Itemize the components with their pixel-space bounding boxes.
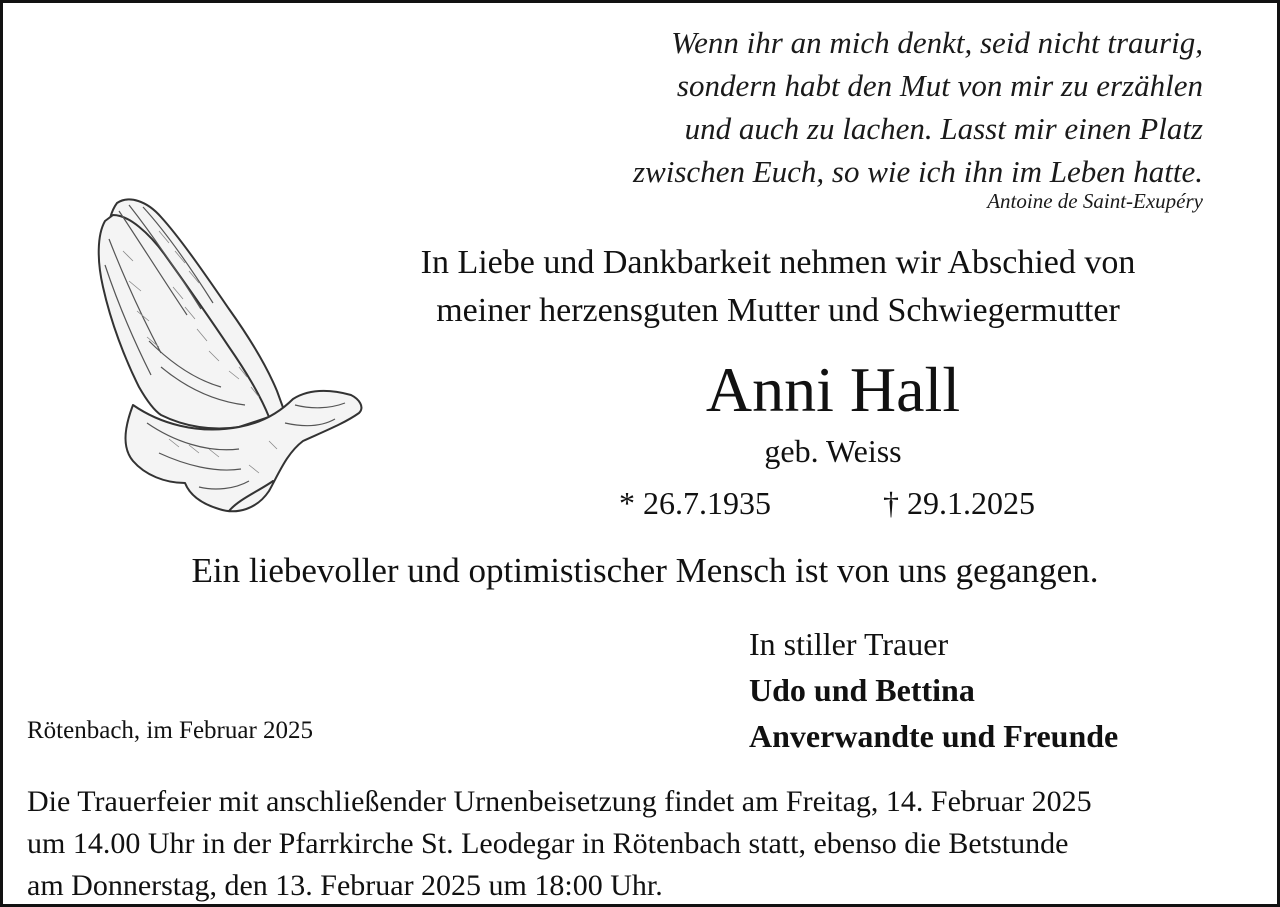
poem-author: Antoine de Saint-Exupéry: [987, 189, 1203, 213]
poem-line: und auch zu lachen. Lasst mir einen Platz: [684, 111, 1203, 146]
birth-date: * 26.7.1935: [619, 485, 771, 521]
poem-quote: [633, 21, 1203, 193]
place-and-date: Rötenbach, im Februar 2025: [27, 717, 314, 744]
mourners-others: Anverwandte und Freunde: [749, 718, 1119, 754]
mourners-block: [749, 621, 1118, 759]
poem-line: zwischen Euch, so wie ich ihn im Leben hatte.: [633, 154, 1203, 189]
death-date: † 29.1.2025: [883, 485, 1035, 521]
deceased-name: Anni Hall: [705, 354, 961, 425]
poem-line: sondern habt den Mut von mir zu erzählen: [676, 68, 1203, 103]
intro-line-2: meiner herzensguten Mutter und Schwiegermutter: [436, 292, 1120, 329]
poem-line: Wenn ihr an mich denkt, seid nicht traurig,: [671, 25, 1203, 60]
farewell-intro: [323, 239, 1233, 335]
tagline: Ein liebevoller und optimistischer Mensch ist von uns gegangen.: [191, 551, 1099, 590]
mourners-heading: In stiller Trauer: [749, 626, 949, 662]
service-line-3: am Donnerstag, den 13. Februar 2025 um 18:00 Uhr.: [27, 869, 663, 902]
mourners-family: Udo und Bettina: [749, 672, 975, 708]
service-details: [27, 781, 1092, 907]
service-line-2: um 14.00 Uhr in der Pfarrkirche St. Leodegar in Rötenbach statt, ebenso die Betstunde: [27, 827, 1069, 860]
maiden-name: geb. Weiss: [764, 433, 902, 469]
intro-line-1: In Liebe und Dankbarkeit nehmen wir Abschied von: [420, 244, 1136, 281]
service-line-1: Die Trauerfeier mit anschließender Urnenbeisetzung findet am Freitag, 14. Februar 2025: [27, 785, 1092, 818]
